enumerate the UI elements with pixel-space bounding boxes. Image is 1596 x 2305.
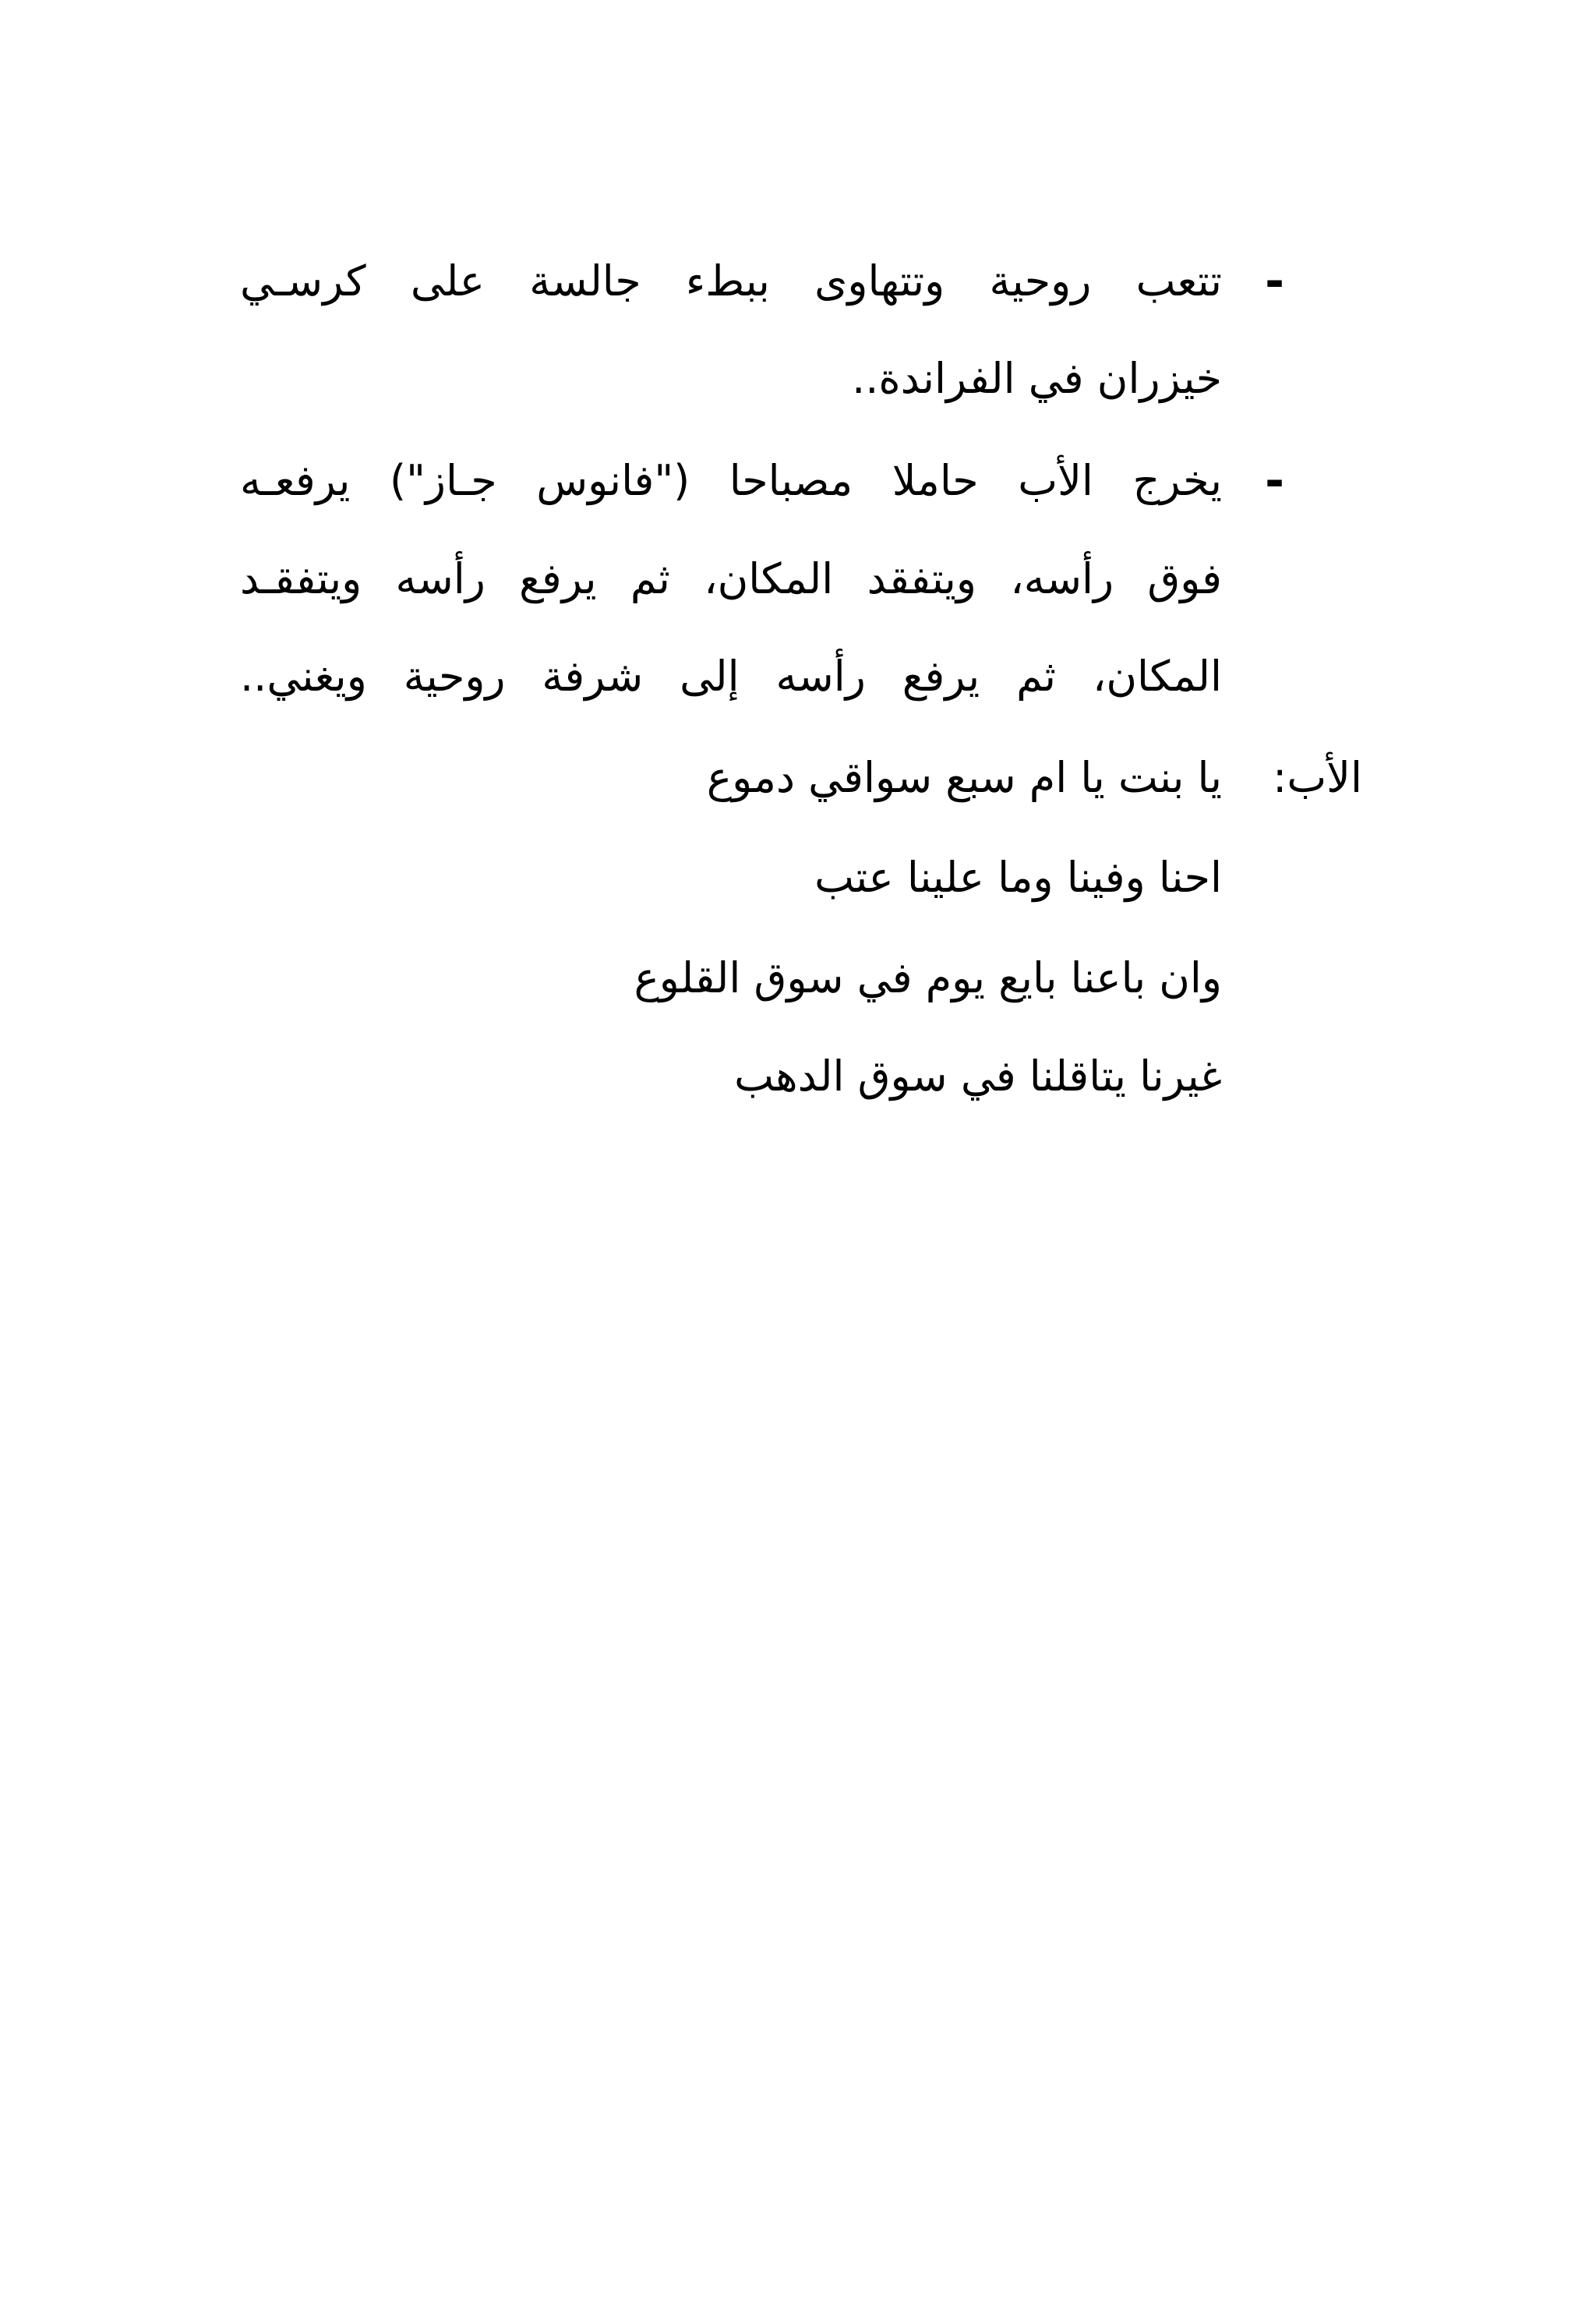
speaker-label: الأب: bbox=[1273, 753, 1362, 802]
bullet-dash-2: - bbox=[1265, 454, 1284, 508]
bullet-dash-1: - bbox=[1265, 254, 1284, 309]
song-verse-2: احنا وفينا وما علينا عتب bbox=[814, 853, 1222, 902]
stage-direction-2-line-1: يخرج الأب حاملا مصباحا ("فانوس جـاز") يرفعـه bbox=[240, 456, 1222, 505]
stage-direction-2-line-2: فوق رأسه، ويتفقد المكان، ثم يرفع رأسه ويتفقـد bbox=[240, 554, 1222, 603]
stage-direction-1-line-1: تتعب روحية وتتهاوى ببطء جالسة على كرسـي bbox=[240, 256, 1222, 306]
song-verse-1: يا بنت يا ام سبع سواقي دموع bbox=[706, 753, 1222, 802]
song-verse-4: غيرنا يتاقلنا في سوق الدهب bbox=[734, 1052, 1222, 1101]
stage-direction-1-line-2: خيزران في الفراندة.. bbox=[852, 354, 1222, 403]
song-verse-3: وان باعنا بايع يوم في سوق القلوع bbox=[634, 953, 1222, 1002]
stage-direction-2-line-3: المكان، ثم يرفع رأسه إلى شرفة روحية ويغني.. bbox=[240, 652, 1222, 701]
